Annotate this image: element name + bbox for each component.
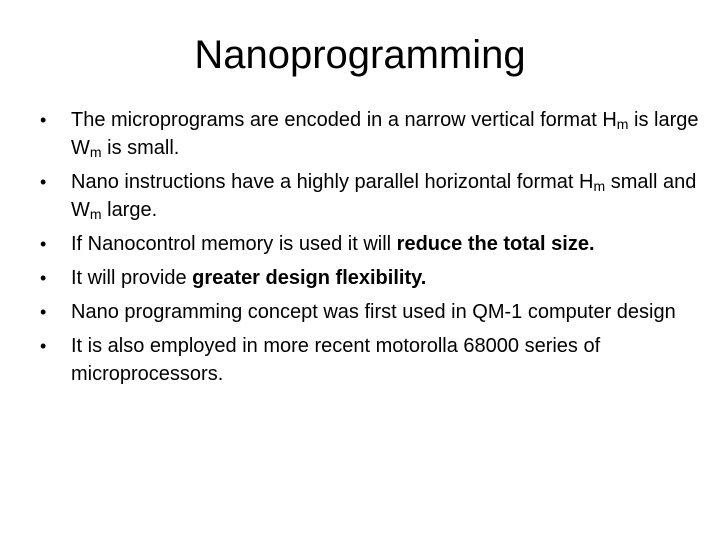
bullet-text: small and W xyxy=(71,171,697,221)
bullet-subscript: m xyxy=(89,144,102,160)
bullet-text: is large W xyxy=(71,109,699,159)
bullet-item xyxy=(40,332,700,388)
bullet-text: It is also employed in more recent motorolla 68000 series of microprocessors. xyxy=(71,335,601,385)
bullet-list xyxy=(40,106,700,394)
bullet-text: It will provide xyxy=(71,267,193,289)
bullet-text: large. xyxy=(101,199,158,221)
bullet-emphasis: reduce the total size. xyxy=(396,233,595,255)
bullet-text: Nano programming concept was first used in QM-1 computer design xyxy=(71,301,676,323)
bullet-marker: • xyxy=(40,302,47,322)
bullet-text: is small. xyxy=(101,137,180,159)
bullet-subscript: m xyxy=(616,116,629,132)
bullet-item xyxy=(40,264,700,292)
bullet-marker: • xyxy=(40,110,47,130)
bullet-item xyxy=(40,298,700,326)
bullet-marker: • xyxy=(40,336,47,356)
bullet-subscript: m xyxy=(593,178,606,194)
bullet-subscript: m xyxy=(89,206,102,222)
bullet-marker: • xyxy=(40,172,47,192)
slide-title: Nanoprogramming xyxy=(194,33,526,77)
bullet-text: If Nanocontrol memory is used it will xyxy=(71,233,397,255)
bullet-item xyxy=(40,106,700,162)
bullet-marker: • xyxy=(40,234,47,254)
bullet-item xyxy=(40,230,700,258)
bullet-item xyxy=(40,168,700,224)
bullet-text: The microprograms are encoded in a narrow vertical format H xyxy=(71,109,617,131)
bullet-marker: • xyxy=(40,268,47,288)
bullet-emphasis: greater design flexibility. xyxy=(192,267,427,289)
bullet-text: Nano instructions have a highly parallel horizontal format H xyxy=(71,171,594,193)
